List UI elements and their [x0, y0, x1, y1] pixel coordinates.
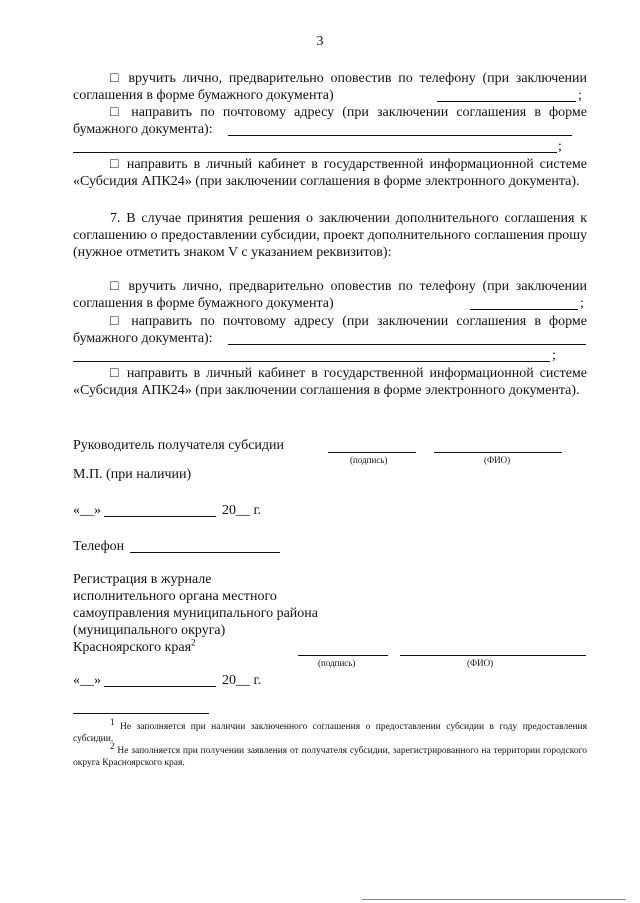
checkbox-icon[interactable]: □ [110, 314, 124, 329]
head-label: Руководитель получателя субсидии [73, 438, 285, 453]
checkbox-icon[interactable]: □ [110, 157, 121, 172]
registration-line: исполнительного органа местного [73, 589, 277, 604]
scan-edge-line [362, 899, 626, 900]
footnote-mark: 1 [110, 716, 115, 727]
checkbox-icon[interactable]: □ [110, 71, 122, 86]
footnote-text: Не заполняется при наличии заключенного соглашения о предоставлении субсидии в году предоставления субсидии. [73, 722, 587, 744]
date-month-line[interactable] [104, 516, 216, 517]
option-send-to-cabinet [73, 365, 587, 399]
option-send-by-mail [73, 313, 587, 347]
name-caption: (ФИО) [484, 455, 511, 465]
phone-label: Телефон [73, 539, 125, 554]
option-send-by-mail [73, 104, 587, 138]
semicolon: ; [578, 88, 582, 103]
registration-line: самоуправления муниципального района [73, 606, 319, 621]
registration-region: Красноярского края [73, 640, 192, 655]
footnote-text: Не заполняется при получении заявления от получателя субсидии, зарегистрированного на территории городского округа Красноярского края. [73, 746, 588, 768]
footnote-mark: 2 [191, 637, 196, 648]
phone-line[interactable] [130, 552, 280, 553]
option-text: направить по почтовому адресу (при заключении соглашения в форме бумажного документа): [73, 314, 587, 346]
date-day: «__» [73, 503, 101, 518]
footnote-separator [73, 713, 209, 714]
signature-caption: (подпись) [318, 658, 356, 668]
stamp-label: М.П. (при наличии) [73, 467, 192, 482]
signature-caption: (подпись) [350, 455, 388, 465]
page-number: 3 [316, 34, 324, 49]
option-deliver-personally [73, 278, 587, 312]
address-line[interactable] [73, 152, 557, 153]
checkbox-icon[interactable]: □ [110, 279, 122, 294]
item-7-paragraph: 7. В случае принятия решения о заключении дополнительного соглашения к соглашению о предоставлении субсидии, проект дополнительного соглашения прошу (нужное отметить знаком V с указанием реквизитов): [73, 211, 587, 260]
date-day: «__» [73, 673, 101, 688]
registration-line: Регистрация в журнале [73, 572, 212, 587]
semicolon: ; [552, 348, 556, 363]
address-line[interactable] [228, 344, 586, 345]
date-year: 20__ г. [222, 673, 262, 688]
checkbox-icon[interactable]: □ [110, 366, 121, 381]
registration-line: (муниципального округа) [73, 623, 226, 638]
footnote-mark: 2 [110, 740, 115, 751]
option-send-to-cabinet [73, 156, 587, 190]
option-text: направить в личный кабинет в государственной информационной системе «Субсидия АПК24» (при заключении соглашения в форме электронного документа). [73, 366, 587, 398]
option-text: направить в личный кабинет в государственной информационной системе «Субсидия АПК24» (при заключении соглашения в форме электронного документа). [73, 157, 587, 189]
registration-line [73, 639, 196, 656]
semicolon: ; [558, 139, 562, 154]
signature-line[interactable] [298, 655, 388, 656]
semicolon: ; [580, 296, 584, 311]
fill-line[interactable] [470, 309, 578, 310]
name-line[interactable] [434, 452, 562, 453]
signature-line[interactable] [328, 452, 416, 453]
option-text: вручить лично, предварительно оповестив по телефону (при заключении соглашения в форме бумажного документа) [73, 71, 587, 103]
address-line[interactable] [228, 135, 572, 136]
address-line[interactable] [73, 361, 550, 362]
footnote-2 [73, 740, 588, 769]
checkbox-icon[interactable]: □ [110, 105, 124, 120]
option-deliver-personally [73, 70, 587, 104]
name-line[interactable] [400, 655, 586, 656]
option-text: направить по почтовому адресу (при заключении соглашения в форме бумажного документа): [73, 105, 587, 137]
option-text: вручить лично, предварительно оповестив по телефону (при заключении соглашения в форме бумажного документа) [73, 279, 587, 311]
fill-line[interactable] [437, 101, 576, 102]
date-month-line[interactable] [104, 686, 216, 687]
footnote-1 [73, 716, 587, 745]
name-caption: (ФИО) [467, 658, 494, 668]
date-year: 20__ г. [222, 503, 262, 518]
